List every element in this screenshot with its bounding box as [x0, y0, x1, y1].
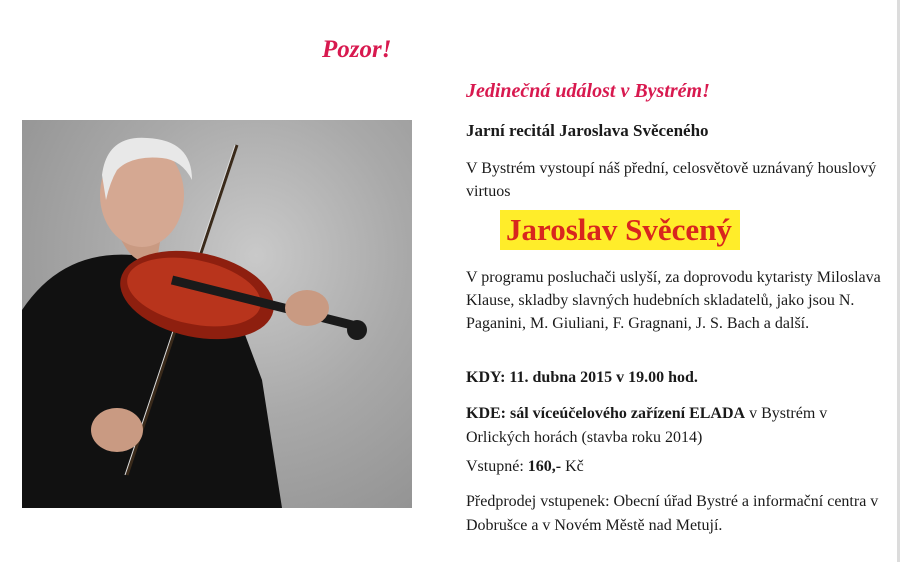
presale-text: Předprodej vstupenek: Obecní úřad Bystré a informační centra v Dobrušce a v Novém Městě nad Metují. [466, 493, 879, 534]
where-venue: ELADA [689, 405, 746, 422]
program-text: V programu posluchači uslyší, za doprovodu kytaristy Miloslava Klause, skladby slavných hudebních skladatelů, jako jsou N. Paganini, M. Giuliani, F. Gragnani, J. S. Bach a další. [466, 269, 881, 332]
where-prefix: KDE: sál víceúčelového zařízení [466, 405, 690, 422]
where-text [466, 402, 886, 450]
violinist-illustration [22, 120, 412, 508]
recital-title: Jarní recitál Jaroslava Svěceného [466, 121, 709, 140]
price-label: Vstupné: [466, 458, 528, 475]
where-suffix: v Bystrém v Orlických horách (stavba roku 2014) [466, 405, 828, 446]
artist-name: Jaroslav Svěcený [506, 212, 732, 247]
pozor-heading: Pozor! [322, 36, 392, 63]
event-title: Jedinečná událost v Bystrém! [466, 80, 710, 102]
intro-text: V Bystrém vystoupí náš přední, celosvětově uznávaný houslový virtuos [466, 160, 877, 200]
violinist-photo [22, 120, 412, 508]
when-text: KDY: 11. dubna 2015 v 19.00 hod. [466, 369, 698, 386]
artist-name-highlight [500, 210, 740, 250]
price-text [466, 458, 584, 476]
price-value: 160,- [527, 458, 562, 475]
price-currency: Kč [561, 458, 584, 475]
